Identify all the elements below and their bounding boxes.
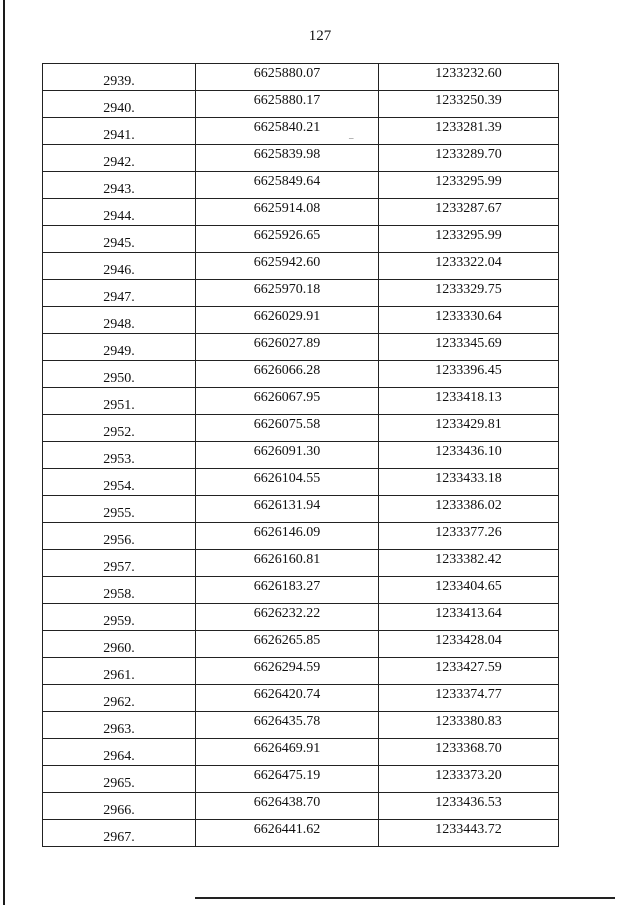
point-number-cell: 2961. <box>43 658 196 685</box>
y-coordinate-cell: 1233295.99 <box>379 226 559 253</box>
point-number-cell: 2942. <box>43 145 196 172</box>
x-coordinate-cell: 6625942.60 <box>196 253 379 280</box>
table-row <box>43 658 559 685</box>
table-row <box>43 550 559 577</box>
x-coordinate-cell: 6625839.98 <box>196 145 379 172</box>
page-number: 127 <box>308 28 332 44</box>
point-number-cell: 2967. <box>43 820 196 847</box>
point-number-cell: 2965. <box>43 766 196 793</box>
y-coordinate-cell: 1233287.67 <box>379 199 559 226</box>
y-coordinate-cell: 1233373.20 <box>379 766 559 793</box>
table-row <box>43 766 559 793</box>
point-number-cell: 2958. <box>43 577 196 604</box>
x-coordinate-cell: 6626475.19 <box>196 766 379 793</box>
y-coordinate-cell: 1233404.65 <box>379 577 559 604</box>
table-row <box>43 523 559 550</box>
point-number-cell: 2966. <box>43 793 196 820</box>
table-row <box>43 307 559 334</box>
y-coordinate-cell: 1233443.72 <box>379 820 559 847</box>
point-number-cell: 2952. <box>43 415 196 442</box>
table-row <box>43 280 559 307</box>
y-coordinate-cell: 1233250.39 <box>379 91 559 118</box>
y-coordinate-cell: 1233329.75 <box>379 280 559 307</box>
table-row <box>43 415 559 442</box>
x-coordinate-cell: 6625880.07 <box>196 64 379 91</box>
y-coordinate-cell: 1233433.18 <box>379 469 559 496</box>
x-coordinate-cell: 6626265.85 <box>196 631 379 658</box>
x-coordinate-cell: 6626160.81 <box>196 550 379 577</box>
point-number-cell: 2962. <box>43 685 196 712</box>
y-coordinate-cell: 1233289.70 <box>379 145 559 172</box>
point-number-cell: 2946. <box>43 253 196 280</box>
table-row <box>43 793 559 820</box>
point-number-cell: 2951. <box>43 388 196 415</box>
x-coordinate-cell: 6626104.55 <box>196 469 379 496</box>
table-row <box>43 739 559 766</box>
point-number-cell: 2953. <box>43 442 196 469</box>
table-row <box>43 820 559 847</box>
point-number-cell: 2945. <box>43 226 196 253</box>
point-number-cell: 2943. <box>43 172 196 199</box>
x-coordinate-cell: 6626029.91 <box>196 307 379 334</box>
y-coordinate-cell: 1233413.64 <box>379 604 559 631</box>
x-coordinate-cell: 6626232.22 <box>196 604 379 631</box>
x-coordinate-cell: 6626146.09 <box>196 523 379 550</box>
x-coordinate-cell: 6626438.70 <box>196 793 379 820</box>
y-coordinate-cell: 1233436.10 <box>379 442 559 469</box>
y-coordinate-cell: 1233368.70 <box>379 739 559 766</box>
table-row <box>43 334 559 361</box>
scan-artifact: – <box>349 133 354 143</box>
point-number-cell: 2954. <box>43 469 196 496</box>
x-coordinate-cell: 6625880.17 <box>196 91 379 118</box>
point-number-cell: 2949. <box>43 334 196 361</box>
x-coordinate-cell: 6626435.78 <box>196 712 379 739</box>
point-number-cell: 2939. <box>43 64 196 91</box>
y-coordinate-cell: 1233377.26 <box>379 523 559 550</box>
table-row <box>43 172 559 199</box>
y-coordinate-cell: 1233374.77 <box>379 685 559 712</box>
table-row <box>43 577 559 604</box>
x-coordinate-cell: 6625926.65 <box>196 226 379 253</box>
x-coordinate-cell: 6626067.95 <box>196 388 379 415</box>
y-coordinate-cell: 1233380.83 <box>379 712 559 739</box>
x-coordinate-cell: 6626075.58 <box>196 415 379 442</box>
x-coordinate-cell: 6626441.62 <box>196 820 379 847</box>
y-coordinate-cell: 1233295.99 <box>379 172 559 199</box>
point-number-cell: 2955. <box>43 496 196 523</box>
point-number-cell: 2941. <box>43 118 196 145</box>
x-coordinate-cell: 6626131.94 <box>196 496 379 523</box>
y-coordinate-cell: 1233429.81 <box>379 415 559 442</box>
x-coordinate-cell: 6626420.74 <box>196 685 379 712</box>
y-coordinate-cell: 1233345.69 <box>379 334 559 361</box>
x-coordinate-cell: 6625914.08 <box>196 199 379 226</box>
x-coordinate-cell: 6625849.64 <box>196 172 379 199</box>
table-row <box>43 388 559 415</box>
x-coordinate-cell: 6625840.21 <box>196 118 379 145</box>
table-row <box>43 442 559 469</box>
y-coordinate-cell: 1233428.04 <box>379 631 559 658</box>
point-number-cell: 2957. <box>43 550 196 577</box>
y-coordinate-cell: 1233427.59 <box>379 658 559 685</box>
point-number-cell: 2959. <box>43 604 196 631</box>
point-number-cell: 2956. <box>43 523 196 550</box>
scan-bottom-edge <box>195 897 615 899</box>
table-row <box>43 712 559 739</box>
table-row <box>43 226 559 253</box>
y-coordinate-cell: 1233382.42 <box>379 550 559 577</box>
point-number-cell: 2960. <box>43 631 196 658</box>
table-row <box>43 91 559 118</box>
y-coordinate-cell: 1233232.60 <box>379 64 559 91</box>
table-row <box>43 361 559 388</box>
y-coordinate-cell: 1233322.04 <box>379 253 559 280</box>
point-number-cell: 2948. <box>43 307 196 334</box>
table-row <box>43 685 559 712</box>
x-coordinate-cell: 6626183.27 <box>196 577 379 604</box>
point-number-cell: 2963. <box>43 712 196 739</box>
table-row <box>43 469 559 496</box>
table-row <box>43 496 559 523</box>
y-coordinate-cell: 1233436.53 <box>379 793 559 820</box>
point-number-cell: 2944. <box>43 199 196 226</box>
y-coordinate-cell: 1233281.39 <box>379 118 559 145</box>
point-number-cell: 2940. <box>43 91 196 118</box>
y-coordinate-cell: 1233418.13 <box>379 388 559 415</box>
table-row <box>43 604 559 631</box>
y-coordinate-cell: 1233396.45 <box>379 361 559 388</box>
point-number-cell: 2964. <box>43 739 196 766</box>
page-edge <box>3 0 5 905</box>
coordinates-table-body <box>43 64 559 847</box>
point-number-cell: 2947. <box>43 280 196 307</box>
y-coordinate-cell: 1233330.64 <box>379 307 559 334</box>
point-number-cell: 2950. <box>43 361 196 388</box>
table-row <box>43 64 559 91</box>
x-coordinate-cell: 6626066.28 <box>196 361 379 388</box>
coordinates-table <box>42 63 559 847</box>
x-coordinate-cell: 6625970.18 <box>196 280 379 307</box>
x-coordinate-cell: 6626469.91 <box>196 739 379 766</box>
table-row <box>43 253 559 280</box>
x-coordinate-cell: 6626027.89 <box>196 334 379 361</box>
table-row <box>43 118 559 145</box>
table-row <box>43 145 559 172</box>
table-row <box>43 199 559 226</box>
x-coordinate-cell: 6626294.59 <box>196 658 379 685</box>
x-coordinate-cell: 6626091.30 <box>196 442 379 469</box>
table-row <box>43 631 559 658</box>
y-coordinate-cell: 1233386.02 <box>379 496 559 523</box>
